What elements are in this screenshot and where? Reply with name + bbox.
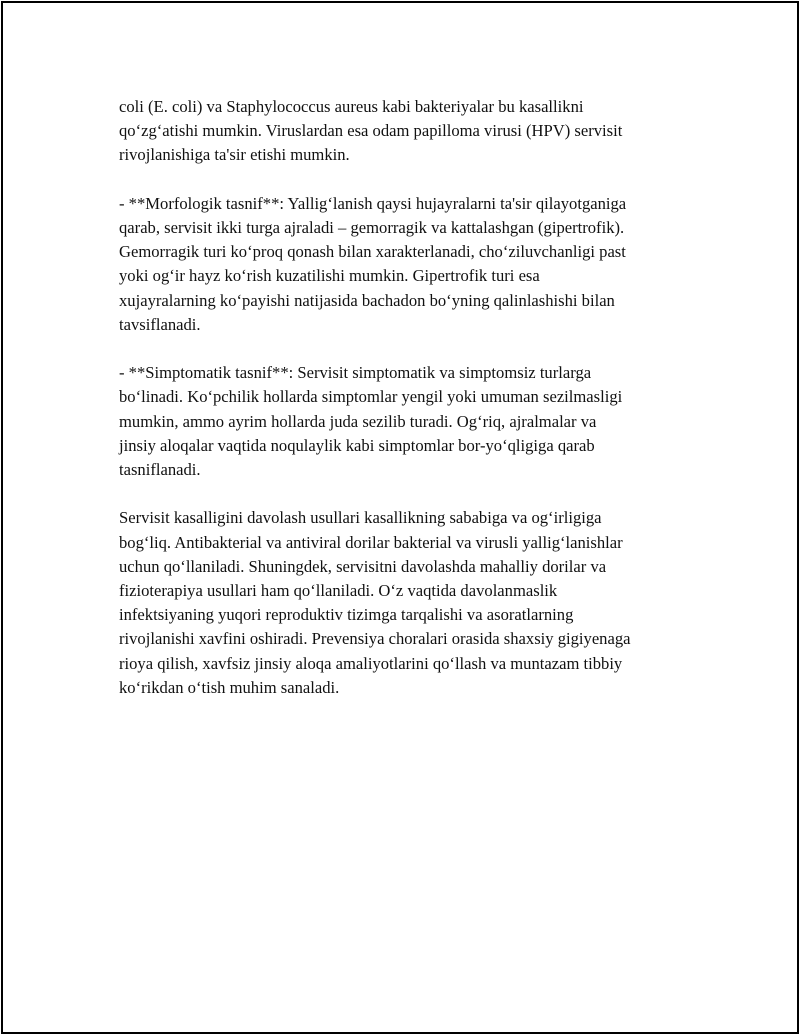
paragraph-bacteria-viruses — [119, 95, 689, 168]
text-line: rivojlanishi xavfini oshiradi. Prevensiya choralari orasida shaxsiy gigiyenaga — [119, 629, 631, 649]
text-line: qo‘zg‘atishi mumkin. Viruslardan esa odam papilloma virusi (HPV) servisit — [119, 121, 623, 141]
text-line: xujayralarning ko‘payishi natijasida bachadon bo‘yning qalinlashishi bilan — [119, 290, 615, 310]
text-line: bo‘linadi. Ko‘pchilik hollarda simptomlar yengil yoki umuman sezilmasligi — [119, 387, 623, 407]
text-line: Gemorragik turi ko‘proq qonash bilan xarakterlanadi, cho‘ziluvchanligi past — [119, 242, 626, 262]
text-line: jinsiy aloqalar vaqtida noqulaylik kabi simptomlar bor-yo‘qligiga qarab — [119, 435, 595, 455]
paragraph-symptomatic-classification — [119, 361, 689, 482]
text-line: tavsiflanadi. — [119, 314, 201, 334]
text-line: - **Morfologik tasnif**: Yallig‘lanish qaysi hujayralarni ta'sir qilayotganiga — [119, 193, 627, 213]
paragraph-morphological-classification — [119, 192, 689, 337]
text-line: rivojlanishiga ta'sir etishi mumkin. — [119, 145, 350, 165]
text-line: ko‘rikdan o‘tish muhim sanaladi. — [119, 677, 340, 697]
text-line: tasniflanadi. — [119, 460, 201, 480]
text-line: - **Simptomatik tasnif**: Servisit simptomatik va simptomsiz turlarga — [119, 363, 592, 383]
text-line: fizioterapiya usullari ham qo‘llaniladi. O‘z vaqtida davolanmaslik — [119, 581, 558, 601]
document-body — [119, 95, 689, 724]
text-line: bog‘liq. Antibakterial va antiviral dorilar bakterial va virusli yallig‘lanishlar — [119, 532, 623, 552]
text-line: infektsiyaning yuqori reproduktiv tizimga tarqalishi va asoratlarning — [119, 605, 574, 625]
text-line: uchun qo‘llaniladi. Shuningdek, servisitni davolashda mahalliy dorilar va — [119, 556, 607, 576]
paragraph-treatment-prevention — [119, 506, 689, 700]
text-line: yoki og‘ir hayz ko‘rish kuzatilishi mumkin. Gipertrofik turi esa — [119, 266, 540, 286]
text-line: coli (E. coli) va Staphylococcus aureus kabi bakteriyalar bu kasallikni — [119, 97, 584, 116]
text-line: rioya qilish, xavfsiz jinsiy aloqa amaliyotlarini qo‘llash va muntazam tibbiy — [119, 653, 623, 673]
text-line: Servisit kasalligini davolash usullari kasallikning sababiga va og‘irligiga — [119, 508, 602, 528]
text-line: qarab, servisit ikki turga ajraladi – gemorragik va kattalashgan (gipertrofik). — [119, 218, 625, 237]
text-line: mumkin, ammo ayrim hollarda juda sezilib turadi. Og‘riq, ajralmalar va — [119, 411, 597, 431]
document-page — [1, 1, 799, 1034]
